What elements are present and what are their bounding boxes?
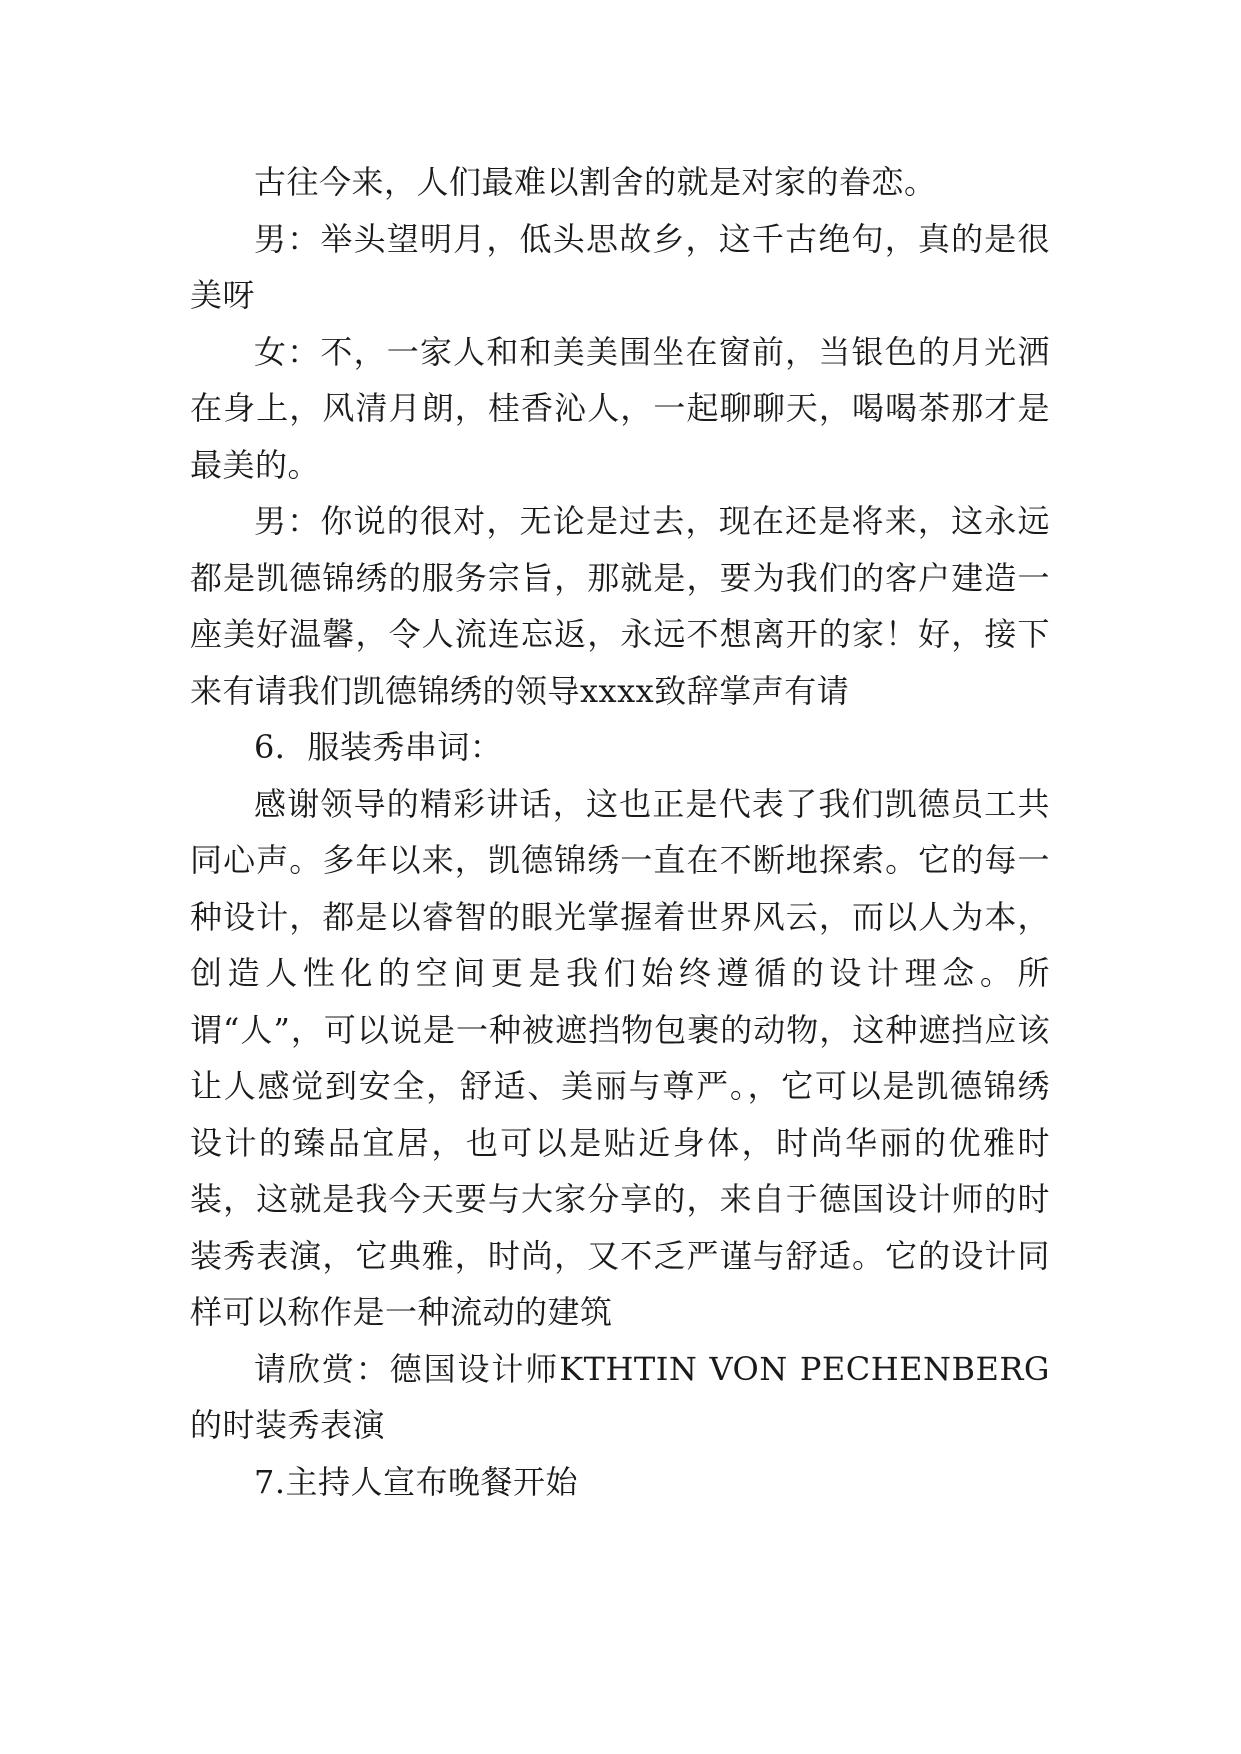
- section-heading-7: 7.主持人宣布晚餐开始: [254, 1462, 579, 1501]
- female-line-1: 女：不，一家人和和美美围坐在窗前，当银色的月光洒在身上，风清月朗，桂香沁人，一起聊聊天，喝喝茶那才是最美的。: [190, 332, 1050, 484]
- document-body: [190, 154, 1050, 1510]
- intro-paragraph: 古往今来，人们最难以割舍的就是对家的眷恋。: [254, 163, 937, 201]
- section-heading-6: 6．服装秀串词：: [254, 728, 503, 766]
- fashion-show-invite: 请欣赏：德国设计师KTHTIN VON PECHENBERG的时装秀表演: [190, 1349, 1050, 1444]
- male-line-2: 男：你说的很对，无论是过去，现在还是将来，这永远都是凯德锦绣的服务宗旨，那就是，要为我们的客户建造一座美好温馨，令人流连忘返，永远不想离开的家！好，接下来有请我们凯德锦绣的领导xxxx致辞掌声有请: [190, 502, 1050, 710]
- male-line-1: 男：举头望明月，低头思故乡，这千古绝句，真的是很美呀: [190, 219, 1050, 314]
- fashion-show-paragraph: 感谢领导的精彩讲话，这也正是代表了我们凯德员工共同心声。多年以来，凯德锦绣一直在不断地探索。它的每一种设计，都是以睿智的眼光掌握着世界风云，而以人为本，创造人性化的空间更是我们始终遵循的设计理念。所谓“人”，可以说是一种被遮挡物包裹的动物，这种遮挡应该让人感觉到安全，舒适、美丽与尊严。，它可以是凯德锦绣设计的臻品宜居，也可以是贴近身体，时尚华丽的优雅时装，这就是我今天要与大家分享的，来自于德国设计师的时装秀表演，它典雅，时尚，又不乏严谨与舒适。它的设计同样可以称作是一种流动的建筑: [190, 784, 1050, 1331]
